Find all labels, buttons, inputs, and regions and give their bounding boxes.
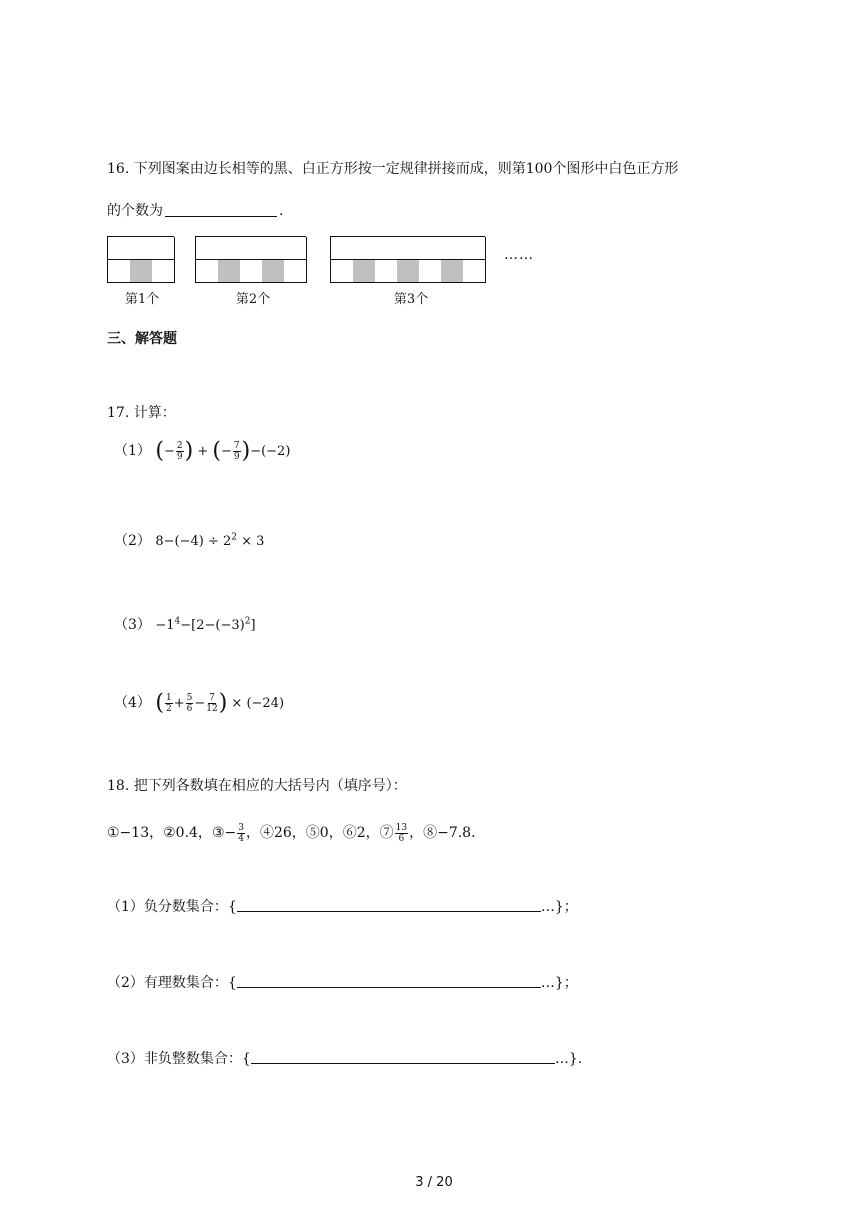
q16-figure-3-label: 第3个 (393, 292, 429, 307)
white-square (218, 237, 241, 260)
q17-item-3-expr: $-1^4-[2-(-3)^2]$ (155, 616, 256, 633)
q17-item-4-label: （4） (114, 695, 151, 711)
q17-item-2-label: （2） (114, 533, 151, 549)
white-square (353, 237, 376, 260)
white-square (331, 260, 354, 283)
black-square (218, 260, 241, 283)
page-number: 3 / 20 (415, 1175, 453, 1190)
q17-item-3-label: （3） (114, 617, 151, 633)
q16-text-suffix: . (279, 203, 284, 219)
white-square (375, 260, 398, 283)
q17-item-1-expr: (− $\frac{2}{9}$ ) + (− $\frac{7}{9}$ )−(−2) (155, 438, 291, 464)
q17-item-2-expr: $8-(-4) \div 2^2 \times 3$ (155, 532, 265, 549)
white-square (284, 260, 307, 283)
q17-item-4-expr: ( $\frac{1}{2}$ + $\frac{5}{6}$ − $\frac{7}{12}$ ) × (−24) (155, 690, 285, 716)
white-square (262, 237, 285, 260)
q18-set-rationals: （2）有理数集合：{ …}； (107, 975, 578, 991)
q17-item-1-label: （1） (114, 443, 151, 459)
black-square (397, 260, 420, 283)
white-square (152, 260, 175, 283)
q18-number-list: ①−13，②0.4，③− $\frac{3}{4}$ ，④26，⑤0，⑥2，⑦ $\frac{13}{6}$ ，⑧−7.8. (107, 822, 476, 844)
white-square (419, 260, 442, 283)
white-square (108, 237, 131, 260)
q16-figure-1-label: 第1个 (124, 292, 160, 307)
white-square (130, 237, 153, 260)
white-square (196, 260, 219, 283)
q18-set-1-blank[interactable] (237, 899, 541, 912)
black-square (353, 260, 376, 283)
white-square (463, 260, 486, 283)
black-square (130, 260, 153, 283)
q16-answer-blank[interactable] (165, 202, 277, 217)
q16-text-line2 (107, 200, 283, 220)
q17-item-4 (114, 692, 284, 714)
q16-figure-2 (195, 236, 306, 283)
white-square (152, 237, 175, 260)
white-square (419, 237, 442, 260)
black-square (441, 260, 464, 283)
section-title: 三、解答题 (107, 331, 177, 347)
q16-figure-1 (107, 236, 174, 283)
black-square (262, 260, 285, 283)
white-square (397, 237, 420, 260)
white-square (240, 237, 263, 260)
q17-item-3 (114, 614, 256, 634)
white-square (108, 260, 131, 283)
q17-title: 17. 计算： (107, 405, 176, 421)
q18-set-negative-fractions: （1）负分数集合：{ …}； (107, 899, 578, 915)
q17-item-2 (114, 530, 264, 550)
q18-set-3-blank[interactable] (251, 1051, 555, 1064)
white-square (375, 237, 398, 260)
q18-set-2-blank[interactable] (237, 975, 541, 988)
white-square (196, 237, 219, 260)
white-square (463, 237, 486, 260)
white-square (331, 237, 354, 260)
q16-text-line1: 16. 下列图案由边长相等的黑、白正方形按一定规律拼接而成，则第100个图形中白色正方形 (107, 161, 679, 177)
q17-item-1 (114, 440, 290, 462)
q18-set-nonnegative-integers: （3）非负整数集合：{ …}. (107, 1051, 583, 1067)
q18-title: 18. 把下列各数填在相应的大括号内（填序号）： (107, 778, 407, 794)
white-square (240, 260, 263, 283)
white-square (441, 237, 464, 260)
q16-ellipsis: …… (504, 247, 534, 263)
white-square (284, 237, 307, 260)
q16-figure-2-label: 第2个 (235, 292, 271, 307)
q16-figure-3 (330, 236, 485, 283)
q16-text-prefix: 的个数为 (107, 203, 163, 219)
